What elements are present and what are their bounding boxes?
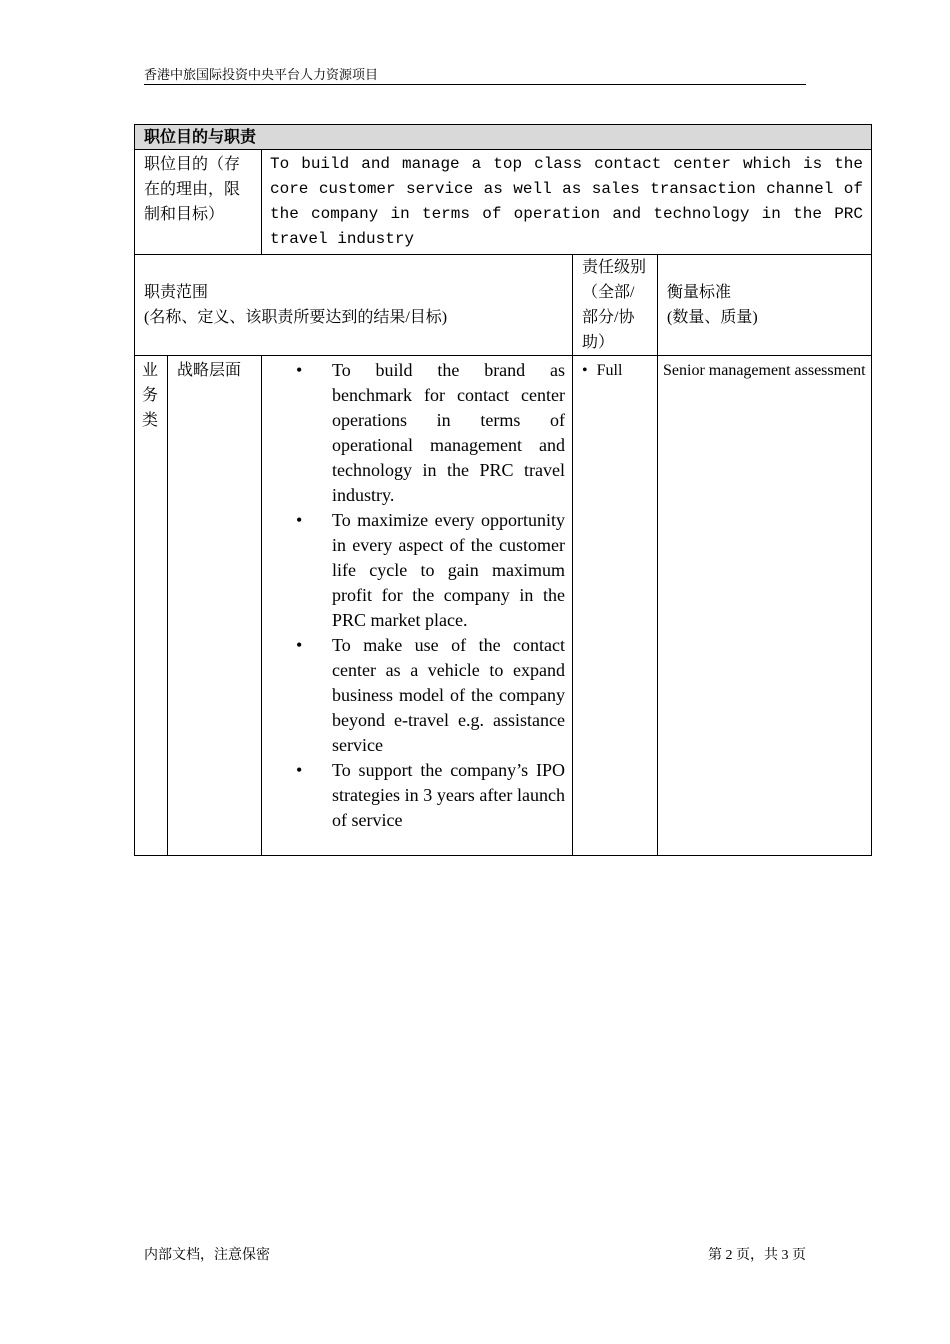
footer-confidential: 内部文档，注意保密 <box>144 1248 270 1263</box>
level-cell <box>573 356 658 856</box>
bullet-icon: • <box>296 510 303 530</box>
duties-list <box>262 356 572 833</box>
page-header: 香港中旅国际投资中央平台人力资源项目 <box>144 66 806 85</box>
purpose-text: To build and manage a top class contact center which is the core customer service as well as sales transaction channel of the company in terms of operation and technology in the PRC travel industry <box>262 150 872 255</box>
duty-text: To build the brand as benchmark for contact center operations in terms of operational management and technology in the PRC travel industry. <box>332 360 565 505</box>
bullet-icon: • <box>582 362 588 379</box>
duty-text: To maximize every opportunity in every aspect of the customer life cycle to gain maximum profit for the company in the PRC market place. <box>332 510 565 630</box>
measure-cell: Senior management assessment <box>658 356 872 856</box>
duties-cell <box>262 356 573 856</box>
category-cell: 业务类 <box>135 356 168 856</box>
list-item <box>296 633 565 758</box>
bullet-icon: • <box>296 360 303 380</box>
footer-page-number: 第 2 页，共 3 页 <box>708 1248 806 1263</box>
scope-header <box>135 255 573 356</box>
subcategory-cell: 战略层面 <box>168 356 262 856</box>
scope-title: 职责范围 <box>144 284 209 301</box>
measure-header <box>658 255 872 356</box>
measure-title: 衡量标准 <box>667 284 732 301</box>
level-header: 责任级别（全部/部分/协助） <box>573 255 658 356</box>
list-item <box>296 758 565 833</box>
list-item <box>296 508 565 633</box>
measure-subtitle: (数量、质量) <box>667 309 758 326</box>
level-value: Full <box>596 362 623 379</box>
table-title: 职位目的与职责 <box>135 125 872 150</box>
duty-text: To make use of the contact center as a vehicle to expand business model of the company beyond e-travel e.g. assistance service <box>332 635 565 755</box>
bullet-icon: • <box>296 635 303 655</box>
scope-subtitle: (名称、定义、该职责所要达到的结果/目标) <box>144 309 448 326</box>
purpose-label: 职位目的（存在的理由，限制和目标） <box>135 150 262 255</box>
bullet-icon: • <box>296 760 303 780</box>
list-item <box>296 358 565 508</box>
duty-text: To support the company’s IPO strategies in 3 years after launch of service <box>332 760 565 830</box>
duties-table <box>134 124 872 856</box>
